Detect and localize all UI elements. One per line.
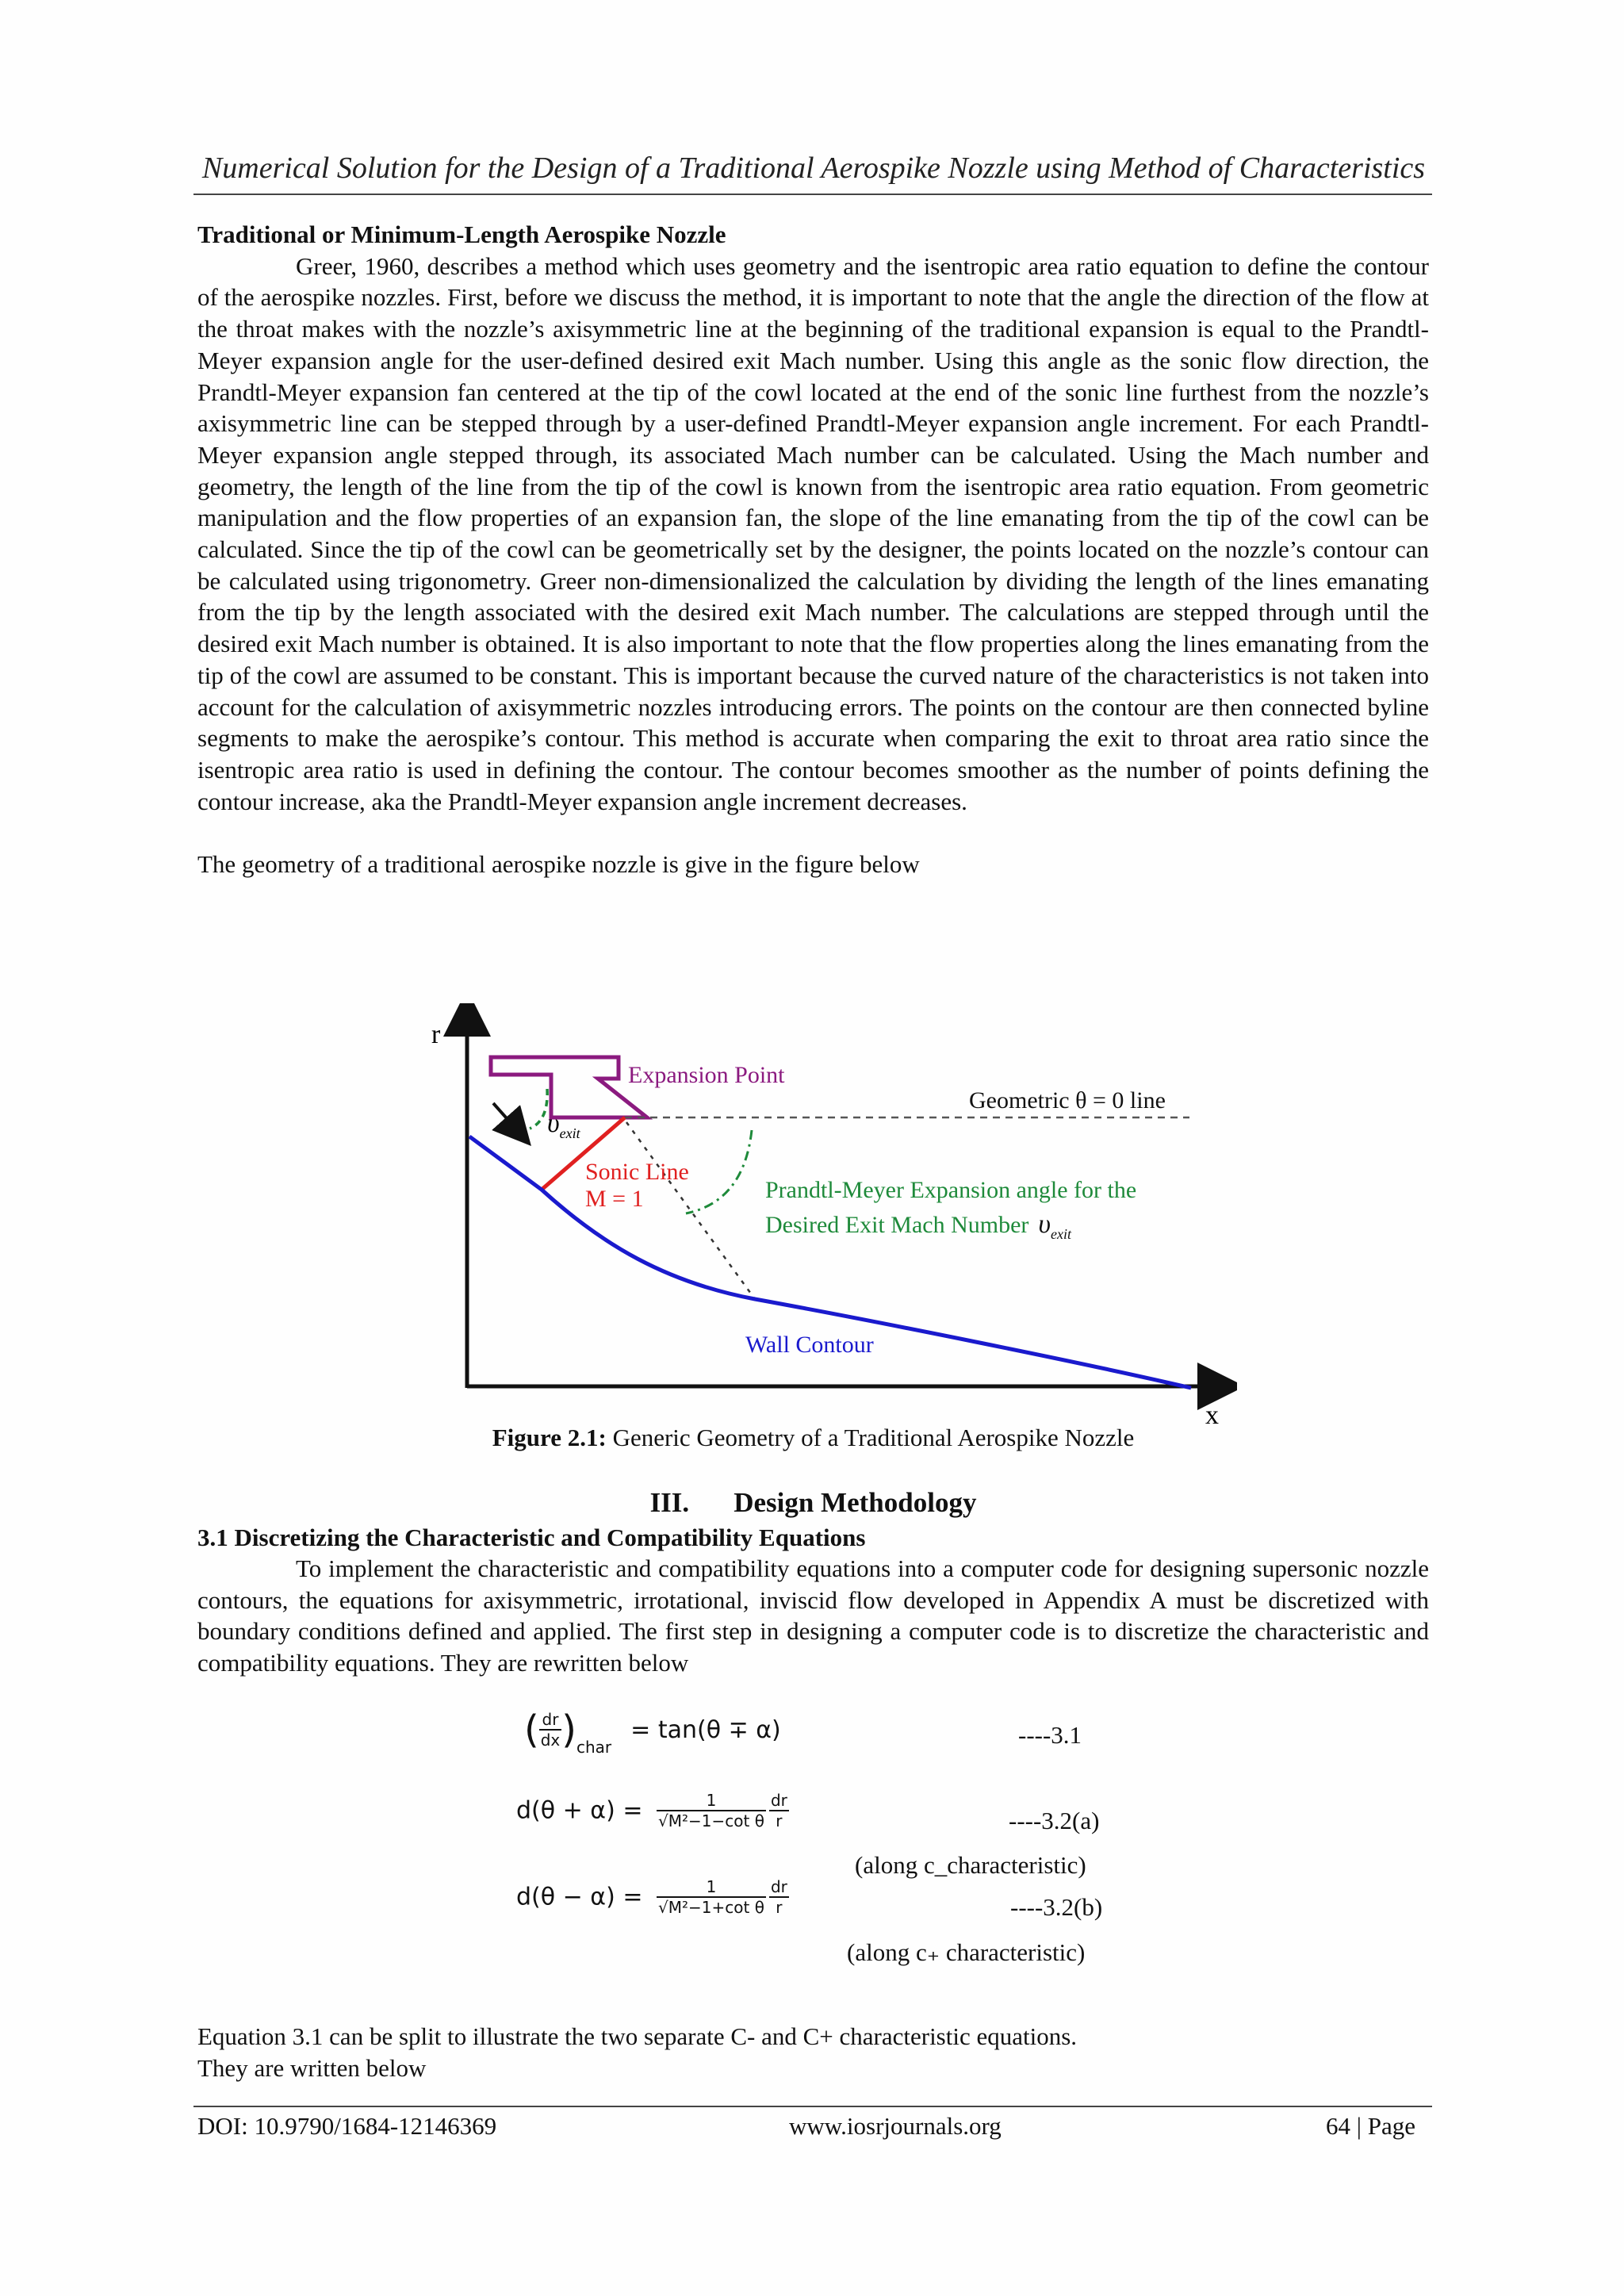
equation-3-2a-number: ----3.2(a): [1009, 1807, 1100, 1834]
section-title: Traditional or Minimum-Length Aerospike Nozzle: [197, 220, 726, 248]
equation-3-1-number: ----3.1: [1018, 1721, 1082, 1749]
footer-doi: DOI: 10.9790/1684-12146369: [197, 2112, 497, 2140]
caption-text: Generic Geometry of a Traditional Aerospike Nozzle: [606, 1424, 1135, 1451]
header-rule: [193, 194, 1432, 195]
wall-contour-label: Wall Contour: [745, 1332, 874, 1358]
figure-caption: [197, 1424, 1429, 1452]
equation-3-2b-number: ----3.2(b): [1010, 1893, 1103, 1921]
methodology-body: [197, 1553, 1429, 1679]
axis-r-label: r: [431, 1020, 441, 1049]
mach-one-label: M = 1: [585, 1186, 644, 1212]
flow-direction-arrow: [493, 1103, 519, 1132]
post-line-1: Equation 3.1 can be split to illustrate the two separate C- and C+ characteristic equations.: [197, 2022, 1078, 2050]
nu-exit-arc: [530, 1089, 547, 1129]
expansion-point-label: Expansion Point: [628, 1062, 785, 1088]
cowl-shape: [491, 1057, 647, 1117]
heading-text: Design Methodology: [733, 1487, 977, 1518]
methodology-paragraph: To implement the characteristic and compatibility equations into a computer code for designing supersonic nozzle contours, the equations for axisymmetric, irrotational, inviscid flow developed in Appendix A must be discretized with boundary conditions defined and applied. The first step in designing a computer code is to discretize the characteristic and compatibility equations. They are rewritten below: [197, 1554, 1429, 1677]
footer-site: www.iosrjournals.org: [789, 2112, 1002, 2140]
footer-rule: [193, 2106, 1432, 2107]
post-line-2: They are written below: [197, 2053, 427, 2082]
equation-3-2b-note: (along c₊ characteristic): [847, 1938, 1086, 1966]
post-equation-text: [197, 2021, 1077, 2083]
axis-x-label: x: [1205, 1401, 1219, 1428]
equation-3-1: ( $\frac{dr}{dx}$ )$_{char}= \tan(\theta \mp \alpha)$: [524, 1708, 781, 1757]
equation-3-2a: d(θ + α) = $\frac{1}{\text{√M²−1−cot θ}}$ $\frac{dr}{r}$: [516, 1791, 787, 1830]
pm-angle-arc: [686, 1130, 752, 1213]
geometric-line-label: Geometric θ = 0 line: [969, 1087, 1166, 1114]
nozzle-diagram: [428, 1003, 1237, 1428]
nozzle-figure: [428, 1003, 1237, 1428]
section-heading: [197, 1487, 1429, 1519]
equation-3-2b: d(θ − α) = $\frac{1}{\text{√M²−1+cot θ}}$ $\frac{dr}{r}$: [516, 1877, 787, 1917]
pm-angle-label-1: Prandtl-Meyer Expansion angle for the: [765, 1177, 1137, 1203]
expansion-characteristic: [626, 1122, 755, 1299]
section-body: [197, 219, 1429, 880]
subsection-title: 3.1 Discretizing the Characteristic and Compatibility Equations: [197, 1524, 866, 1551]
nu-exit-label: $\upsilon_{exit}$: [547, 1109, 580, 1141]
heading-number: III.: [649, 1487, 690, 1518]
footer-page: 64 | Page: [1326, 2112, 1415, 2140]
pm-angle-label-2: Desired Exit Mach Number $\upsilon_{exit}$: [765, 1209, 1071, 1242]
running-header: Numerical Solution for the Design of a Traditional Aerospike Nozzle using Method of Characteristics: [201, 151, 1426, 185]
body-paragraph: Greer, 1960, describes a method which uses geometry and the isentropic area ratio equation to define the contour of the aerospike nozzles. First, before we discuss the method, it is important to note that the angle the direction of the flow at the throat makes with the nozzle’s axisymmetric line at the beginning of the traditional expansion is equal to the Prandtl-Meyer expansion angle for the user-defined desired exit Mach number. Using this angle as the sonic flow direction, the Prandtl-Meyer expansion fan centered at the tip of the cowl located at the end of the sonic line furthest from the nozzle’s axisymmetric line can be stepped through by a user-defined Prandtl-Meyer expansion angle increment. For each Prandtl-Meyer expansion angle stepped through, its associated Mach number can be calculated. Using the Mach number and geometry, the length of the line from the tip of the cowl is known from the isentropic area ratio equation. From geometric manipulation and the flow properties of an expansion fan, the slope of the line emanating from the tip of the cowl can be calculated. Since the tip of the cowl can be geometrically set by the designer, the points located on the nozzle’s contour can be calculated using trigonometry. Greer non-dimensionalized the calculation by dividing the length of the lines emanating from the tip by the length associated with the desired exit Mach number. The calculations are stepped through until the desired exit Mach number is obtained. It is also important to note that the flow properties along the lines emanating from the tip of the cowl are assumed to be constant. This is important because the curved nature of the characteristics is not taken into account for the calculation of axisymmetric nozzles introducing errors. The points on the contour are then connected byline segments to make the aerospike’s contour. This method is accurate when comparing the exit to throat area ratio since the isentropic area ratio is used in defining the contour. The contour becomes smoother as the number of points defining the contour increase, aka the Prandtl-Meyer expansion angle increment decreases.: [197, 251, 1429, 815]
equation-3-2a-note: (along c_characteristic): [855, 1851, 1086, 1879]
geometry-note: The geometry of a traditional aerospike nozzle is give in the figure below: [197, 850, 920, 879]
caption-label: Figure 2.1:: [492, 1424, 607, 1451]
sonic-line-label: Sonic Line: [585, 1159, 689, 1185]
